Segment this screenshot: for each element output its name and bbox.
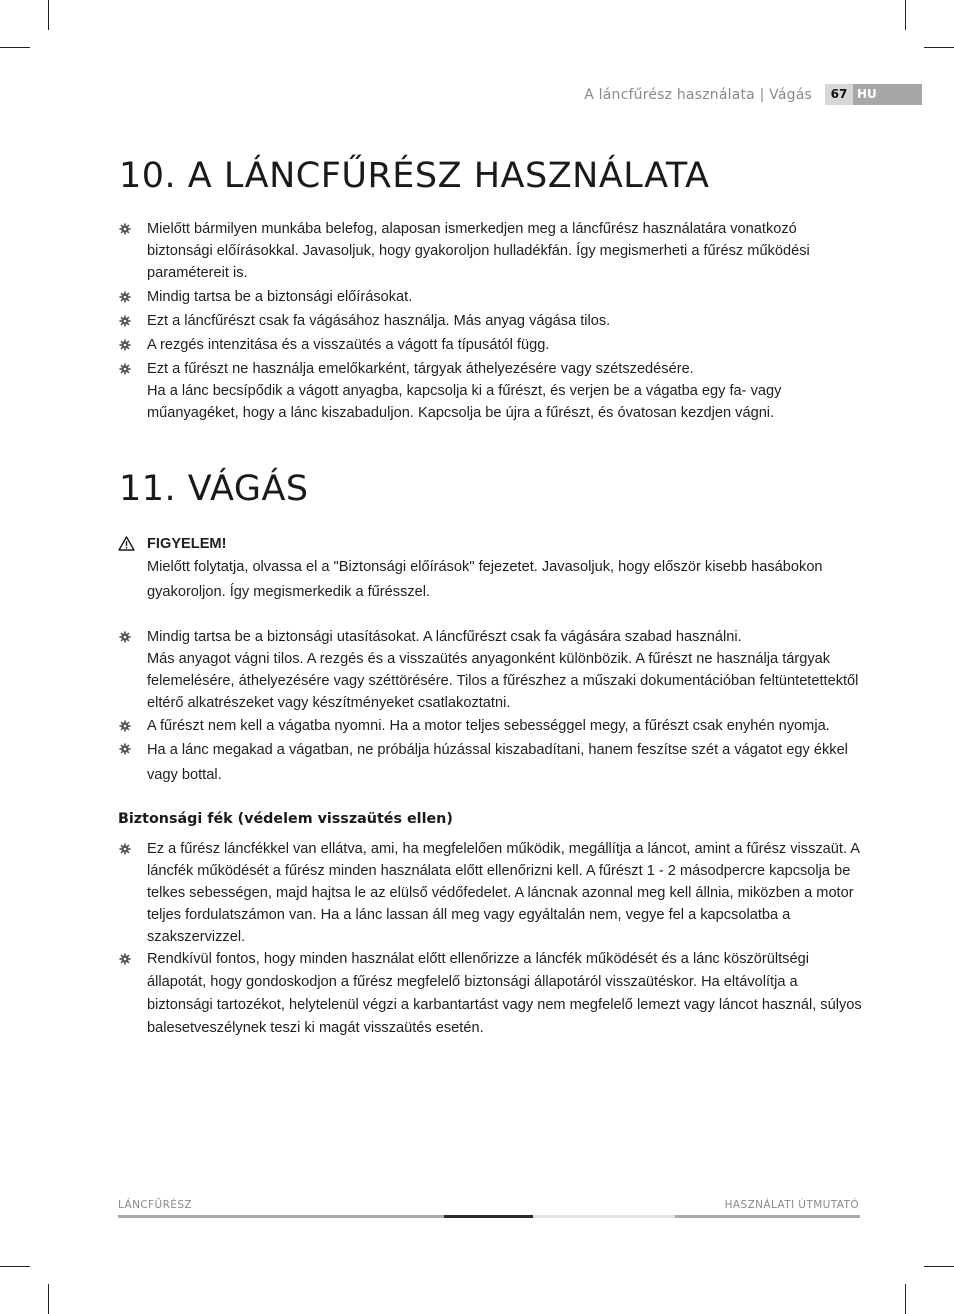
footer-bar-segment bbox=[118, 1215, 444, 1218]
crop-mark bbox=[0, 1266, 30, 1267]
footer-left: LÁNCFŰRÉSZ bbox=[118, 1199, 192, 1211]
list-item: Ha a lánc megakad a vágatban, ne próbálja húzással kiszabadítani, hanem feszítse szét a vágatot egy ékkel vagy bottal. bbox=[118, 738, 863, 788]
language-code: HU bbox=[857, 87, 877, 101]
bullet-icon bbox=[119, 631, 131, 643]
list-item: Mindig tartsa be a biztonsági utasításokat. A láncfűrészt csak fa vágására szabad használni. Más anyagot vágni tilos. A rezgés és a visszaütés anyagonként különbözik. A fűrészt ne használja tárgyak felemelésére, áthelyezésére vagy széttörésére. Tilos a fűrészhez a műszaki dokumentációban feltüntetettektől eltérő alkatrészeket vagy készítményeket csatlakoztatni. bbox=[118, 626, 863, 714]
list-item: Mindig tartsa be a biztonsági előírásokat. bbox=[118, 286, 863, 308]
bullet-icon bbox=[119, 223, 131, 235]
footer-bar-segment bbox=[675, 1215, 860, 1218]
list-item: Ezt a láncfűrészt csak fa vágásához használja. Más anyag vágása tilos. bbox=[118, 310, 863, 332]
warning-title: FIGYELEM! bbox=[147, 536, 227, 552]
crop-mark bbox=[48, 0, 49, 30]
list-item: Ezt a fűrészt ne használja emelőkarként, tárgyak áthelyezésére vagy szétszedésére. Ha a lánc becsípődik a vágott anyagba, kapcsolja ki a fűrészt, és verjen be a vágatba egy fa- vagy műanyagéket, hogy a lánc kiszabaduljon. Kapcsolja be újra a fűrészt, és óvatosan kezdjen vágni. bbox=[118, 358, 863, 424]
cutting-list bbox=[118, 626, 863, 789]
subheading: Biztonsági fék (védelem visszaütés ellen) bbox=[118, 811, 453, 827]
list-item: Mielőtt bármilyen munkába belefog, alaposan ismerkedjen meg a láncfűrész használatára vonatkozó biztonsági előírásokkal. Javasoljuk, hogy gyakoroljon hulladékfán. Így megismerheti a fűrész működési paramétereit is. bbox=[118, 218, 863, 284]
warning-text: Mielőtt folytatja, olvassa el a "Biztonsági előírások" fejezetet. Javasoljuk, hogy először kisebb hasábokon gyakoroljon. Így megismerkedik a fűrésszel. bbox=[147, 559, 823, 600]
section-title-10: 10. A LÁNCFŰRÉSZ HASZNÁLATA bbox=[119, 156, 710, 196]
crop-mark bbox=[905, 1284, 906, 1314]
footer-bar-segment bbox=[444, 1215, 533, 1218]
bullet-icon bbox=[119, 720, 131, 732]
bullet-icon bbox=[119, 843, 131, 855]
section-title-11: 11. VÁGÁS bbox=[119, 469, 309, 509]
crop-mark bbox=[924, 47, 954, 48]
crop-mark bbox=[0, 47, 30, 48]
list-item: Ez a fűrész láncfékkel van ellátva, ami, ha megfelelően működik, megállítja a láncot, amint a fűrész visszaüt. A láncfék működését a fűrész minden használata előtt ellenőrizni kell. A fűrészt 1 - 2 másodpercre kapcsolja be telkes sebességen, majd hajtsa le az elülső védőfedelet. A láncnak azonnal meg kell állnia, miközben a motor teljes fordulatszámon van. Ha a lánc lassan áll meg vagy egyáltalán nem, vegye fel a kapcsolatba a szakszervizzel. bbox=[118, 838, 863, 948]
bullet-icon bbox=[119, 743, 131, 755]
bullet-icon bbox=[119, 315, 131, 327]
warning-triangle-icon bbox=[118, 536, 135, 551]
crop-mark bbox=[48, 1284, 49, 1314]
bullet-icon bbox=[119, 363, 131, 375]
list-item: Rendkívül fontos, hogy minden használat előtt ellenőrizze a láncfék működését és a lánc köszörültségi állapotát, hogy gondoskodjon a fűrész megfelelő biztonsági állapotáról visszaütéskor. Ha eltávolítja a biztonsági tartozékot, helytelenül végzi a karbantartást vagy nem megfelelő lemezt vagy láncot használ, súlyos balesetveszélynek teszi ki magát visszaütés esetén. bbox=[118, 948, 863, 1040]
bullet-icon bbox=[119, 953, 131, 965]
crop-mark bbox=[924, 1266, 954, 1267]
footer-right: HASZNÁLATI ÚTMUTATÓ bbox=[724, 1199, 859, 1211]
brake-list bbox=[118, 838, 863, 1040]
page-badge bbox=[825, 84, 922, 105]
running-header: A láncfűrész használata | Vágás bbox=[584, 87, 812, 103]
bullet-icon bbox=[119, 339, 131, 351]
footer-bar-segment bbox=[533, 1215, 675, 1218]
page-number: 67 bbox=[825, 84, 853, 105]
usage-list bbox=[118, 218, 863, 426]
list-item: A fűrészt nem kell a vágatba nyomni. Ha a motor teljes sebességgel megy, a fűrészt csak enyhén nyomja. bbox=[118, 715, 863, 737]
list-item: A rezgés intenzitása és a visszaütés a vágott fa típusától függ. bbox=[118, 334, 863, 356]
crop-mark bbox=[905, 0, 906, 30]
bullet-icon bbox=[119, 291, 131, 303]
